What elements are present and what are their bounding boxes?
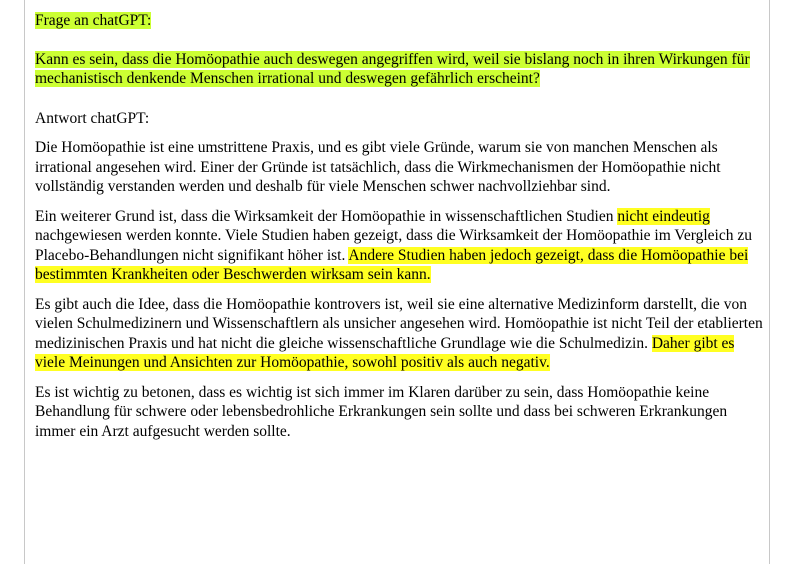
answer-label: Antwort chatGPT: [35, 109, 150, 127]
document-page [24, 0, 770, 564]
question-text: Kann es sein, dass die Homöopathie auch deswegen angegriffen wird, weil sie bislang noch in ihren Wirkungen für mechanistisch denkende Menschen irrational und deswegen gefährlich erscheint? [35, 50, 750, 87]
answer-paragraph-1: Die Homöopathie ist eine umstrittene Praxis, und es gibt viele Gründe, warum sie von manchen Menschen als irrational angesehen wird. Einer der Gründe ist tatsächlich, dass die Wirkmechanismen der Homöopathie nicht vollständig verstanden werden und deshalb für viele Menschen schwer nachvollziehbar sind. [35, 139, 721, 195]
answer-paragraph-4: Es ist wichtig zu betonen, dass es wichtig ist sich immer im Klaren darüber zu sein, dass Homöopathie keine Behandlung für schwere oder lebensbedrohliche Erkrankungen sein sollte und dass bei schweren Erkrankungen immer ein Arzt aufgesucht werden sollte. [35, 383, 728, 440]
document-body [35, 11, 767, 451]
highlight-text: Andere Studien haben jedoch gezeigt, dass die Homöopathie bei bestimmten Krankheiten oder Beschwerden wirksam sein kann. [35, 246, 749, 283]
highlight-text: nicht eindeutig [617, 207, 710, 225]
highlight-text: Daher gibt es viele Meinungen und Ansichten zur Homöopathie, sowohl positiv als auch negativ. [35, 334, 735, 371]
answer-paragraph-3: Es gibt auch die Idee, dass die Homöopathie kontrovers ist, weil sie eine alternative Medizinform darstellt, die von vielen Schulmedizinern und Wissenschaftlern als unsicher angesehen wird. Homöopathie ist nicht Teil der etablierten medizinischen Praxis und hat nicht die gleiche wissenschaftliche Grundlage wie die Schulmedizin. Daher gibt es viele Meinungen und Ansichten zur Homöopathie, sowohl positiv als auch negativ. [35, 295, 763, 371]
answer-paragraph-2: Ein weiterer Grund ist, dass die Wirksamkeit der Homöopathie in wissenschaftlichen Studien nicht eindeutig nachgewiesen werden konnte. Viele Studien haben gezeigt, dass die Wirksamkeit der Homöopathie im Vergleich zu Placebo-Behandlungen nicht signifikant höher ist. Andere Studien haben jedoch gezeigt, dass die Homöopathie bei bestimmten Krankheiten oder Beschwerden wirksam sein kann. [35, 207, 752, 283]
question-label: Frage an chatGPT: [35, 12, 152, 29]
